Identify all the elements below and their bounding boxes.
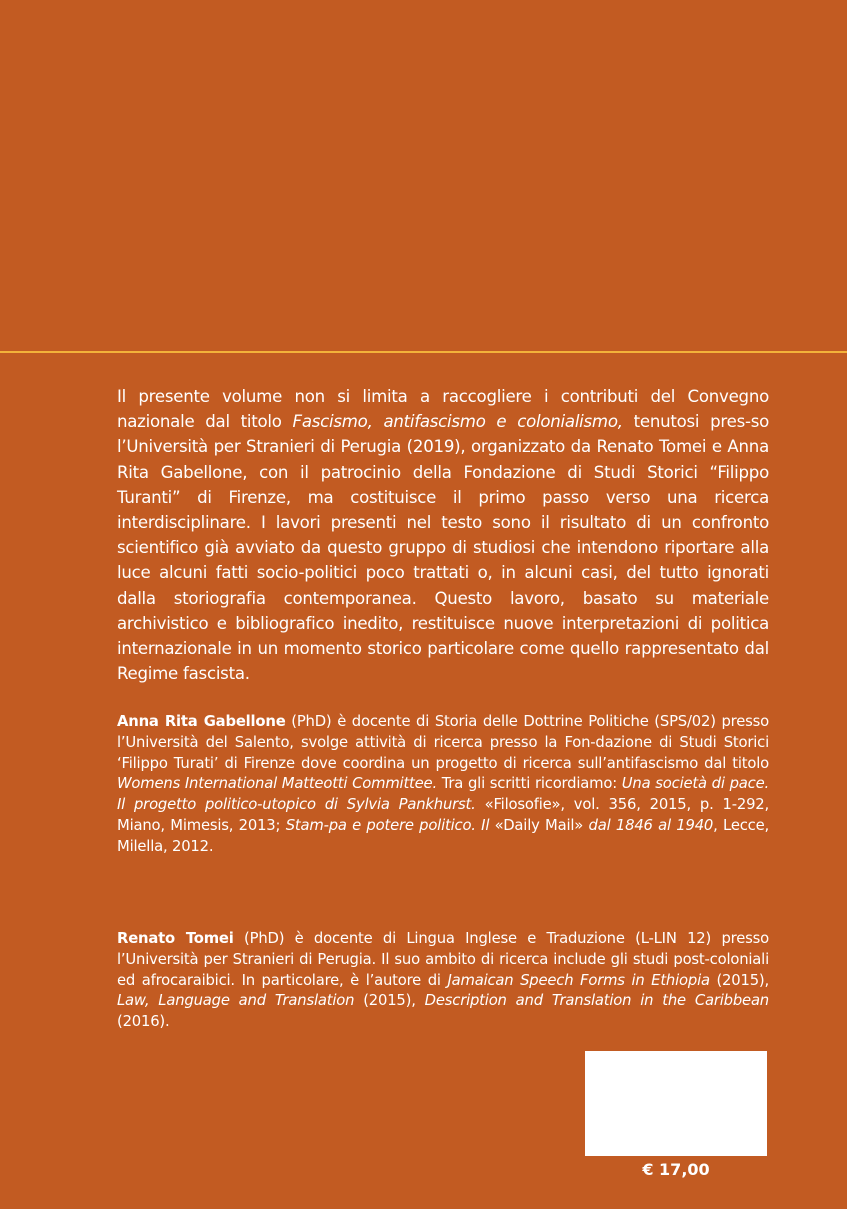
- description-text: Il presente volume non si limita a raccogliere i contributi del Convegno nazionale dal titolo: [117, 387, 769, 432]
- author-bio-tomei: [117, 929, 769, 1033]
- bio-italic-title: dal 1846 al 1940: [588, 816, 714, 834]
- bio-italic-title: Una società di pace. Il progetto politico-utopico di Sylvia Pankhurst.: [117, 775, 769, 814]
- bio-text: «Filosofie», vol. 356, 2015, p. 1-292, Miano, Mimesis, 2013;: [117, 796, 769, 834]
- description-text-cont: tenutosi pres-so l’Università per Stranieri di Perugia (2019), organizzato da Renato Tomei e Anna Rita Gabellone, con il patrocinio della Fondazione di Studi Storici “Filippo Turanti” di Firenze, ma costituisce il primo passo verso una ricerca interdisciplinare. I lavori presenti nel testo sono il risultato di un confronto scientifico già avviato da questo gruppo di studiosi che intendono riportare alla luce alcuni fatti socio-politici poco trattati o, in alcuni casi, del tutto ignorati dalla storiografia contemporanea. Questo lavoro, basato su materiale archivistico e bibliografico inedito, restituisce nuove interpretazioni di politica internazionale in un momento storico particolare come quello rappresentato dal Regime fascista.: [117, 412, 769, 684]
- bio-italic-title: Stam-pa e potere politico. Il: [285, 816, 490, 834]
- conference-title: Fascismo, antifascismo e colonialismo,: [292, 412, 623, 432]
- bio-text: (2016).: [117, 1013, 170, 1031]
- bio-text: «Daily Mail»: [489, 816, 589, 834]
- price-label: € 17,00: [642, 1160, 710, 1179]
- bio-text: (PhD) è docente di Lingua Inglese e Traduzione (L-LIN 12) presso l’Università per Stranieri di Perugia. Il suo ambito di ricerca include gli studi post-coloniali ed afrocaraibici. In particolare, è l’autore di: [117, 930, 769, 989]
- author-name: Anna Rita Gabellone: [117, 713, 286, 730]
- bio-italic-title: Law, Language and Translation: [117, 992, 355, 1010]
- bio-text: (2015),: [709, 971, 769, 989]
- bio-italic-title: Jamaican Speech Forms in Ethiopia: [447, 971, 710, 989]
- author-name: Renato Tomei: [117, 930, 234, 947]
- author-bio-gabellone: [117, 712, 769, 858]
- cover-divider-line: [0, 351, 847, 353]
- bio-italic-title: Womens International Matteotti Committee.: [117, 775, 437, 793]
- bio-text: (2015),: [354, 992, 425, 1010]
- book-description: [117, 384, 769, 686]
- bio-text: (PhD) è docente di Storia delle Dottrine Politiche (SPS/02) presso l’Università del Salento, svolge attività di ricerca presso la Fon-dazione di Studi Storici ‘Filippo Turati’ di Firenze dove coordina un progetto di ricerca sull’antifascismo dal titolo: [117, 713, 769, 772]
- barcode-placeholder-box: [585, 1051, 767, 1156]
- bio-text: Tra gli scritti ricordiamo:: [436, 775, 622, 793]
- bio-italic-title: Description and Translation in the Caribbean: [424, 992, 769, 1010]
- bio-text: , Lecce, Milella, 2012.: [117, 816, 770, 855]
